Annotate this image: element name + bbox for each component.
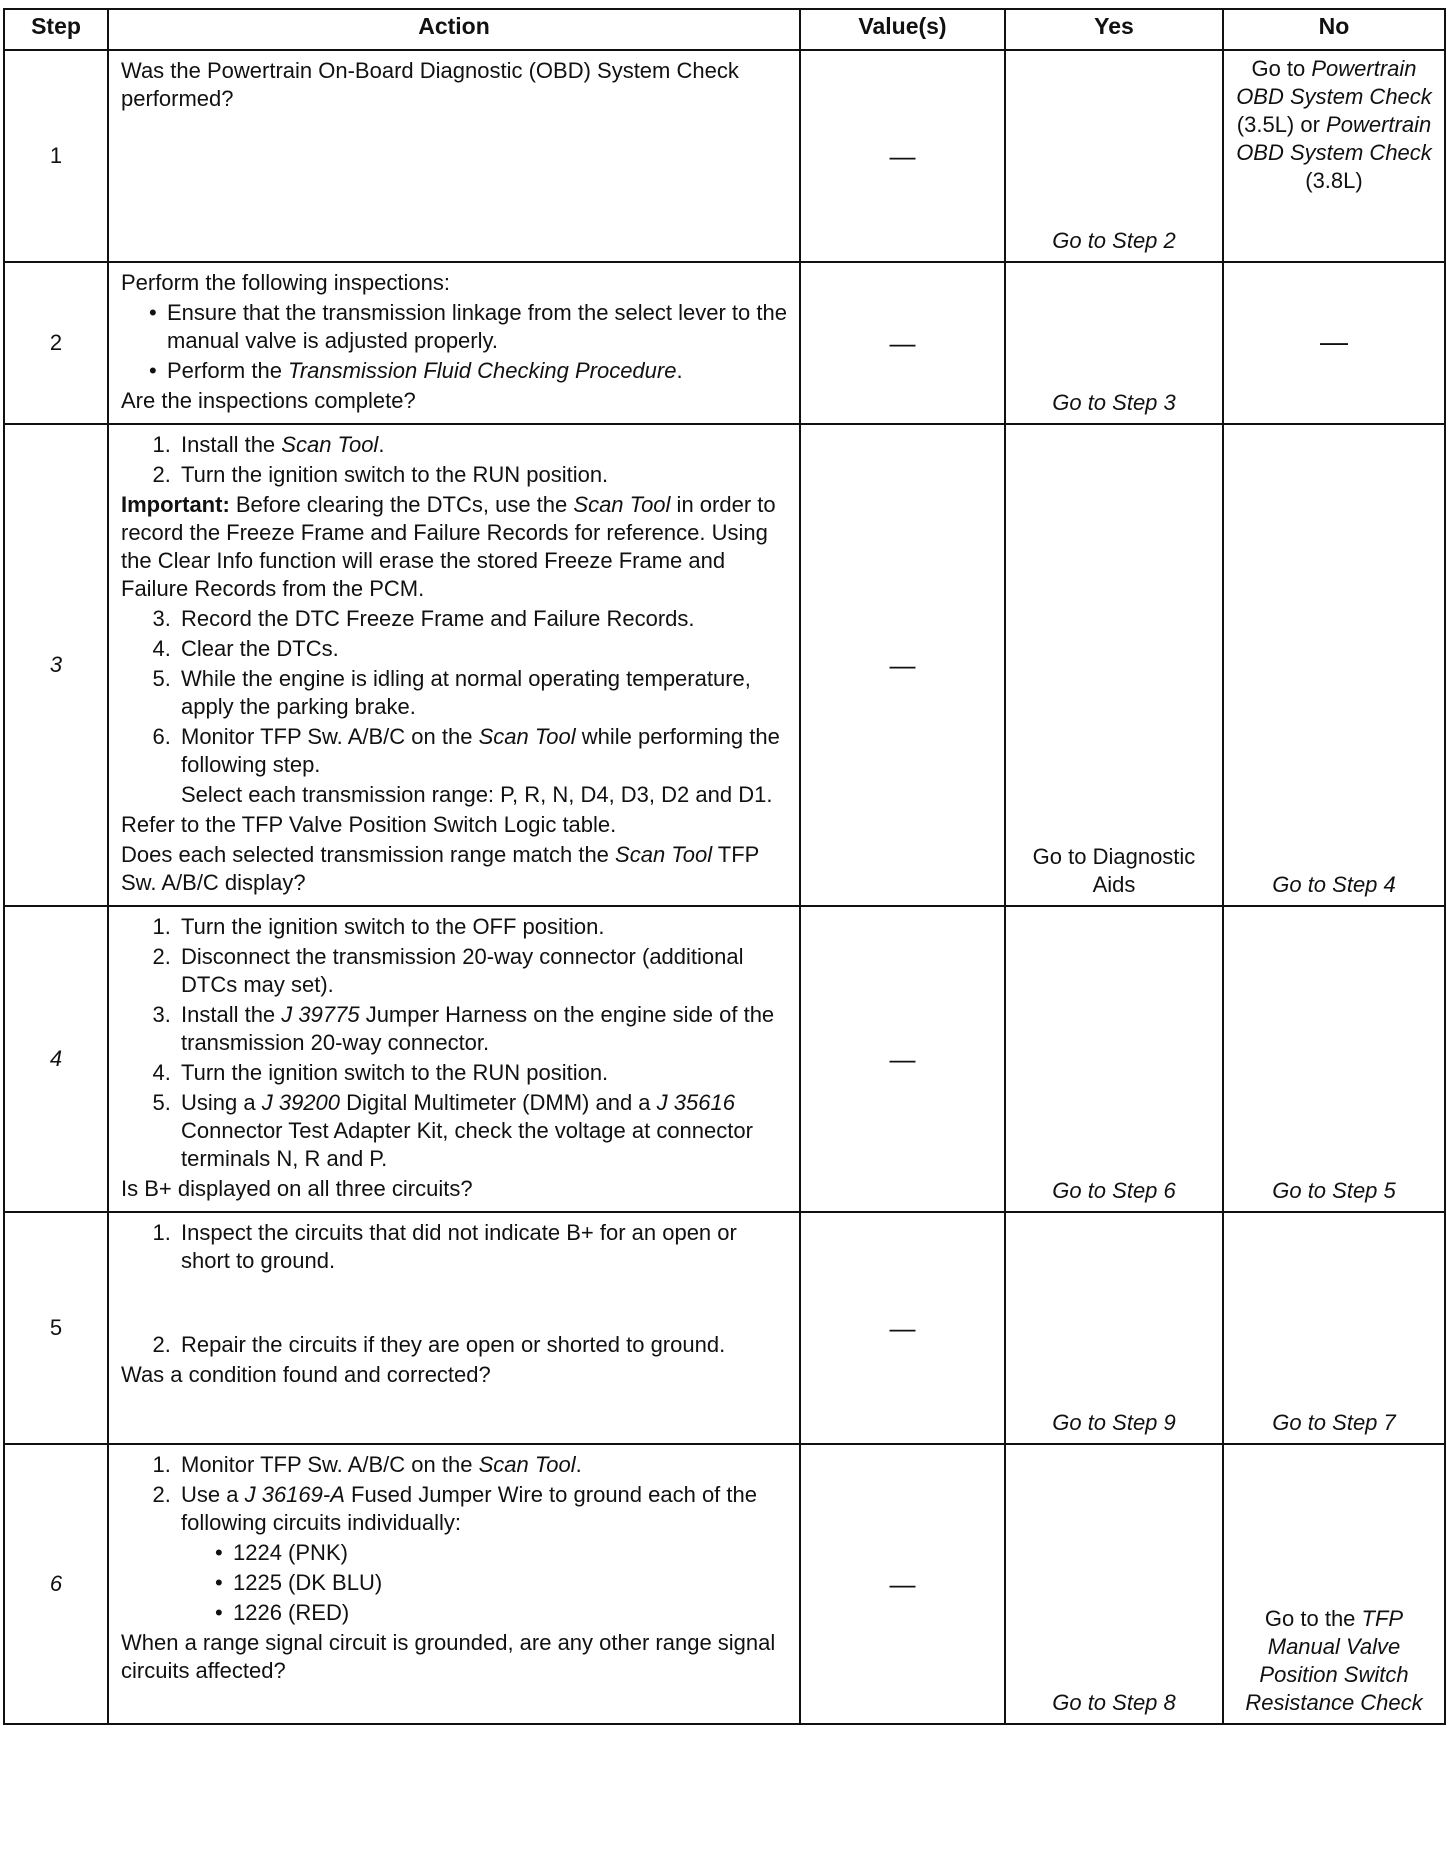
tool-name: J 39775 [281, 1002, 360, 1027]
table-row [4, 50, 1445, 262]
list-item: 3. Record the DTC Freeze Frame and Failure Records. [177, 605, 789, 633]
yes-cell [1005, 424, 1223, 906]
spacer [121, 1277, 789, 1331]
no-link: Powertrain OBD System Check [1236, 56, 1432, 109]
action-cell [108, 1212, 800, 1444]
no-cell: Go to Step 4 [1223, 424, 1445, 906]
table-row [4, 424, 1445, 906]
note-link: Scan Tool [573, 492, 671, 517]
diagnostic-table [3, 8, 1446, 1725]
list-item: 2. Disconnect the transmission 20-way connector (additional DTCs may set). [177, 943, 789, 999]
question-link: Scan Tool [615, 842, 713, 867]
header-row [4, 9, 1445, 50]
tool-name: J 39200 [261, 1090, 341, 1115]
note-text: in order to record the Freeze Frame and Failure Records for reference. Using the Clear Info function will erase the stored Freeze Frame and Failure Records from the PCM. [121, 492, 776, 601]
action-cell [108, 424, 800, 906]
value-cell: — [800, 1212, 1005, 1444]
step-number: 1 [4, 50, 108, 262]
sub-step-text: Select each transmission range: P, R, N, D4, D3, D2 and D1. [181, 782, 773, 807]
numbered-list [121, 605, 789, 809]
numbered-list [121, 431, 789, 489]
table-row [4, 1212, 1445, 1444]
item-text: Perform the [167, 358, 289, 383]
numbered-list [121, 1219, 789, 1275]
yes-cell: Go to Step 8 [1005, 1444, 1223, 1724]
action-cell [108, 1444, 800, 1724]
action-cell [108, 50, 800, 262]
yes-cell: Go to Step 2 [1005, 50, 1223, 262]
intro-text: Perform the following inspections: [121, 270, 450, 295]
yes-cell: Go to Step 6 [1005, 906, 1223, 1212]
table-row [4, 906, 1445, 1212]
value-cell: — [800, 906, 1005, 1212]
item-link: Scan Tool [478, 724, 576, 749]
list-item [177, 1001, 789, 1057]
no-text: Go to [1251, 56, 1312, 81]
numbered-list [121, 913, 789, 1173]
value-cell: — [800, 424, 1005, 906]
item-text: Using a [181, 1090, 262, 1115]
list-item [177, 1451, 789, 1479]
value-cell: — [800, 1444, 1005, 1724]
no-text: (3.5L) or [1236, 112, 1327, 137]
yes-text: Go to Diagnostic Aids [1032, 844, 1196, 897]
circuit-list [121, 1539, 789, 1627]
item-text: Monitor TFP Sw. A/B/C on the [181, 724, 479, 749]
list-item: 1. Inspect the circuits that did not indicate B+ for an open or short to ground. [177, 1219, 789, 1275]
table-row [4, 262, 1445, 424]
no-cell [1223, 50, 1445, 262]
question-text: Was a condition found and corrected? [121, 1362, 491, 1387]
no-cell [1223, 1444, 1445, 1724]
bullet-list [121, 299, 789, 385]
yes-cell: Go to Step 9 [1005, 1212, 1223, 1444]
refer-text: Refer to the TFP Valve Position Switch Logic table. [121, 812, 617, 837]
list-item: • 1225 (DK BLU) [233, 1569, 789, 1597]
list-item: 5. While the engine is idling at normal operating temperature, apply the parking brake. [177, 665, 789, 721]
list-item: • 1224 (PNK) [233, 1539, 789, 1567]
no-text: (3.8L) [1305, 168, 1363, 193]
item-link: Scan Tool [478, 1452, 576, 1477]
list-item: 1. Turn the ignition switch to the OFF position. [177, 913, 789, 941]
item-text: . [676, 358, 683, 383]
action-cell [108, 906, 800, 1212]
list-item: 2. Turn the ignition switch to the RUN position. [177, 461, 789, 489]
note-text: Before clearing the DTCs, use the [229, 492, 574, 517]
list-item [177, 431, 789, 459]
numbered-list [121, 1331, 789, 1359]
question-text [121, 841, 789, 897]
value-cell: — [800, 262, 1005, 424]
item-text: Fused Jumper Wire to ground each of the following circuits individually: [181, 1482, 757, 1535]
item-text: Install the [181, 432, 282, 457]
step-number: 4 [4, 906, 108, 1212]
value-cell: — [800, 50, 1005, 262]
list-item [177, 723, 789, 809]
item-text: Digital Multimeter (DMM) and a [340, 1090, 657, 1115]
list-item: 2. Repair the circuits if they are open or shorted to ground. [177, 1331, 789, 1359]
no-cell: Go to Step 7 [1223, 1212, 1445, 1444]
important-label: Important: [121, 492, 230, 517]
header-step: Step [4, 9, 108, 50]
question-text: Is B+ displayed on all three circuits? [121, 1176, 473, 1201]
action-cell [108, 262, 800, 424]
header-values: Value(s) [800, 9, 1005, 50]
step-number: 6 [4, 1444, 108, 1724]
item-text: while performing the following step. [181, 724, 780, 777]
item-text: Connector Test Adapter Kit, check the voltage at connector terminals N, R and P. [181, 1118, 753, 1171]
list-item [177, 1481, 789, 1537]
list-item: 4. Clear the DTCs. [177, 635, 789, 663]
important-note [121, 491, 789, 603]
list-item [167, 357, 789, 385]
header-yes: Yes [1005, 9, 1223, 50]
item-text: . [575, 1452, 582, 1477]
question-text: When a range signal circuit is grounded, are any other range signal circuits affected? [121, 1630, 776, 1683]
step-number: 3 [4, 424, 108, 906]
item-link: Scan Tool [281, 432, 379, 457]
list-item: • Ensure that the transmission linkage from the select lever to the manual valve is adjusted properly. [167, 299, 789, 355]
no-text: Go to the [1264, 1606, 1362, 1631]
tool-name: J 35616 [656, 1090, 735, 1115]
table-row [4, 1444, 1445, 1724]
list-item [177, 1089, 789, 1173]
no-link: Powertrain OBD System Check [1236, 112, 1432, 165]
no-link: TFP Manual Valve Position Switch Resistance Check [1245, 1606, 1423, 1715]
item-text: Install the [181, 1002, 282, 1027]
header-no: No [1223, 9, 1445, 50]
item-text: Monitor TFP Sw. A/B/C on the [181, 1452, 479, 1477]
item-link: Transmission Fluid Checking Procedure [288, 358, 677, 383]
no-cell: — [1223, 262, 1445, 424]
item-text: Jumper Harness on the engine side of the transmission 20-way connector. [181, 1002, 775, 1055]
question-text: Are the inspections complete? [121, 388, 416, 413]
list-item: 4. Turn the ignition switch to the RUN position. [177, 1059, 789, 1087]
item-text: . [378, 432, 385, 457]
step-number: 2 [4, 262, 108, 424]
item-text: Use a [181, 1482, 245, 1507]
question-text: Was the Powertrain On-Board Diagnostic (OBD) System Check performed? [121, 58, 739, 111]
diagnostic-table-page [3, 8, 1444, 1725]
list-item: • 1226 (RED) [233, 1599, 789, 1627]
question-part: Does each selected transmission range match the [121, 842, 616, 867]
tool-name: J 36169-A [244, 1482, 345, 1507]
question-part: TFP Sw. A/B/C display? [121, 842, 759, 895]
header-action: Action [108, 9, 800, 50]
step-number: 5 [4, 1212, 108, 1444]
numbered-list [121, 1451, 789, 1537]
yes-cell: Go to Step 3 [1005, 262, 1223, 424]
no-cell: Go to Step 5 [1223, 906, 1445, 1212]
